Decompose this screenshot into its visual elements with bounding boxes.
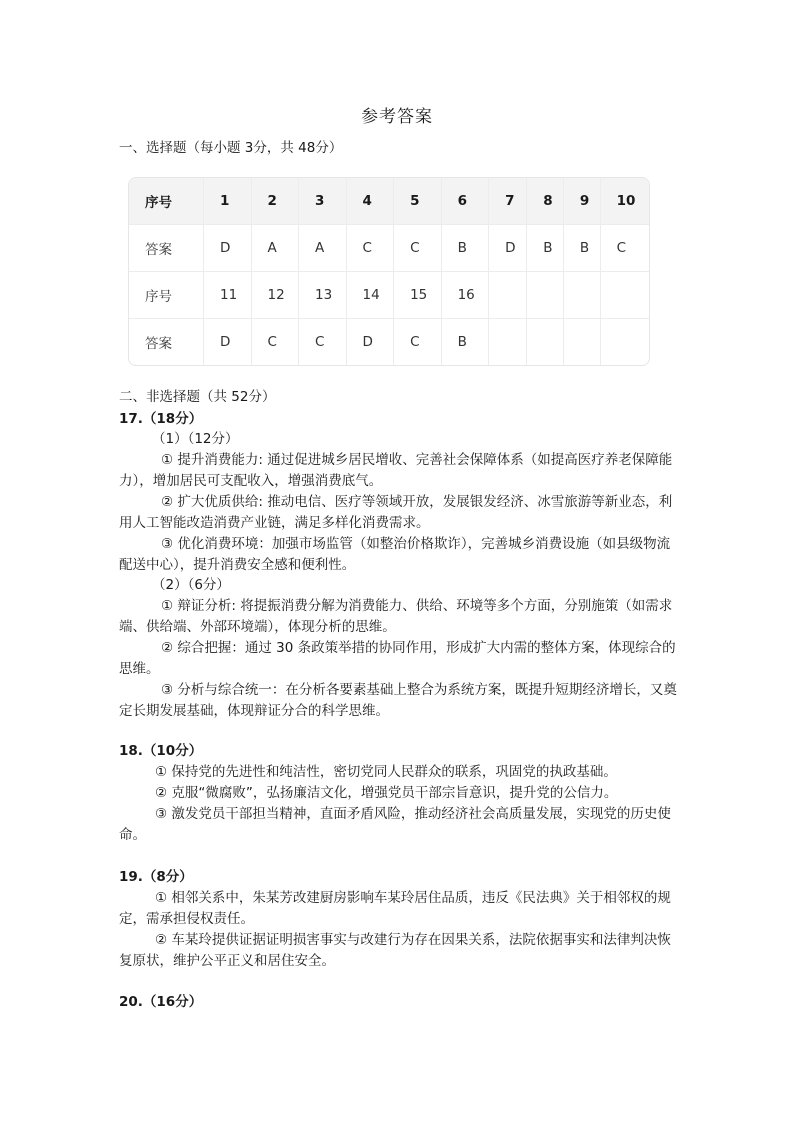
table-cell: 3 <box>299 178 347 225</box>
table-cell: C <box>394 225 442 272</box>
table-cell: A <box>252 225 300 272</box>
table-cell <box>601 272 649 319</box>
q19-item: ① 相邻关系中，朱某芳改建厨房影响车某玲居住品质，违反《民法典》关于相邻权的规定，需承担侵权责任。 <box>119 890 671 927</box>
table-cell: D <box>489 225 527 272</box>
table-cell: 13 <box>299 272 347 319</box>
table-cell: 12 <box>252 272 300 319</box>
table-cell: B <box>442 225 490 272</box>
q17-part1-item: ② 扩大优质供给: 推动电信、医疗等领域开放，发展银发经济、冰雪旅游等新业态，利用人工智能改造消费产业链，满足多样化消费需求。 <box>119 494 673 531</box>
table-cell: D <box>347 319 395 365</box>
table-row <box>129 319 649 365</box>
table-cell: 答案 <box>129 319 204 365</box>
table-cell: 15 <box>394 272 442 319</box>
table-cell <box>564 272 601 319</box>
q19-item: ② 车某玲提供证据证明损害事实与改建行为存在因果关系，法院依据事实和法律判决恢复原状，维护公平正义和居住安全。 <box>119 932 671 969</box>
q17-part2-heading: （2）（6分） <box>152 577 230 593</box>
answer-table <box>128 177 650 366</box>
table-cell: 11 <box>204 272 252 319</box>
q17-part1-item: ③ 优化消费环境：加强市场监管（如整治价格欺诈），完善城乡消费设施（如县级物流配送中心），提升消费安全感和便利性。 <box>119 536 671 573</box>
table-cell <box>527 272 564 319</box>
table-cell: B <box>564 225 601 272</box>
q17-part1-heading: （1）（12分） <box>152 431 239 447</box>
q17-part1-item: ① 提升消费能力: 通过促进城乡居民增收、完善社会保障体系（如提高医疗养老保障能力），增加居民可支配收入，增强消费底气。 <box>119 452 673 489</box>
table-cell: 6 <box>442 178 490 225</box>
table-cell <box>564 319 601 365</box>
table-cell: 1 <box>204 178 252 225</box>
q17-heading: 17.（18分） <box>119 411 203 427</box>
table-cell: 8 <box>527 178 564 225</box>
q18-item: ① 保持党的先进性和纯洁性，密切党同人民群众的联系，巩固党的执政基础。 <box>155 764 617 780</box>
table-cell: 序号 <box>129 178 204 225</box>
table-cell <box>489 272 527 319</box>
table-cell: C <box>347 225 395 272</box>
section-choice-heading: 一、选择题（每小题 3分，共 48分） <box>119 140 343 156</box>
table-cell: C <box>299 319 347 365</box>
table-cell: 4 <box>347 178 395 225</box>
table-cell: D <box>204 319 252 365</box>
table-cell: 答案 <box>129 225 204 272</box>
section-nonchoice-heading: 二、非选择题（共 52分） <box>119 389 276 405</box>
table-row <box>129 272 649 319</box>
q18-heading: 18.（10分） <box>119 743 203 759</box>
table-cell <box>489 319 527 365</box>
table-cell <box>527 319 564 365</box>
table-cell: B <box>527 225 564 272</box>
table-row <box>129 225 649 272</box>
q20-heading: 20.（16分） <box>119 994 203 1010</box>
q17-part2-item: ② 综合把握：通过 30 条政策举措的协同作用，形成扩大内需的整体方案，体现综合的思维。 <box>119 640 676 677</box>
table-cell: C <box>252 319 300 365</box>
table-cell: B <box>442 319 490 365</box>
table-cell: C <box>394 319 442 365</box>
table-cell: 16 <box>442 272 490 319</box>
table-cell: 7 <box>489 178 527 225</box>
table-cell: D <box>204 225 252 272</box>
table-row <box>129 178 649 225</box>
table-cell: 5 <box>394 178 442 225</box>
table-cell: A <box>299 225 347 272</box>
table-cell: C <box>601 225 649 272</box>
table-cell: 9 <box>564 178 601 225</box>
q18-item: ② 克服“微腐败”，弘扬廉洁文化，增强党员干部宗旨意识，提升党的公信力。 <box>155 785 618 801</box>
table-cell: 10 <box>601 178 649 225</box>
q17-part2-item: ① 辩证分析: 将提振消费分解为消费能力、供给、环境等多个方面，分别施策（如需求端、供给端、外部环境端），体现分析的思维。 <box>119 598 673 635</box>
q17-part2-item: ③ 分析与综合统一：在分析各要素基础上整合为系统方案，既提升短期经济增长，又奠定长期发展基础，体现辩证分合的科学思维。 <box>119 682 677 719</box>
table-cell: 序号 <box>129 272 204 319</box>
table-cell: 2 <box>252 178 300 225</box>
q19-heading: 19.（8分） <box>119 869 193 885</box>
table-cell <box>601 319 649 365</box>
table-cell: 14 <box>347 272 395 319</box>
page-title: 参考答案 <box>361 107 433 127</box>
q18-item: ③ 激发党员干部担当精神，直面矛盾风险，推动经济社会高质量发展，实现党的历史使命。 <box>119 806 671 843</box>
